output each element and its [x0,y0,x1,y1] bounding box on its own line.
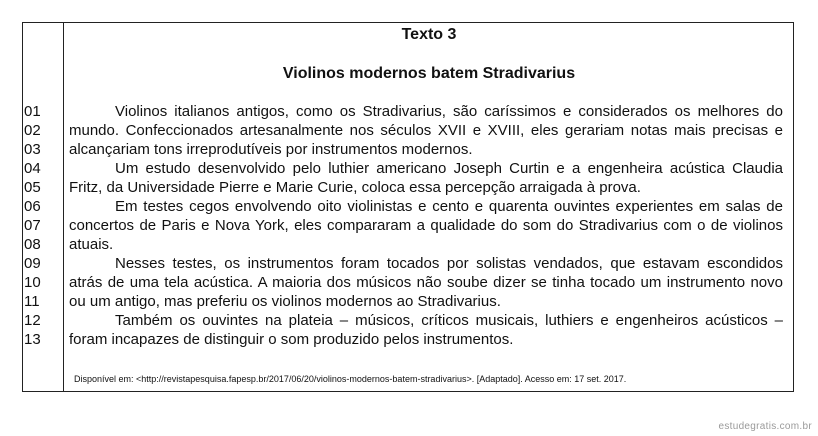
line-number: 02 [24,122,41,139]
line-number: 11 [24,293,40,310]
line-number: 08 [24,236,41,253]
paragraph: Nesses testes, os instrumentos foram tocados por solistas vendados, que estavam escondidos atrás de uma tela acústica. A maioria dos músicos não soube dizer se tinha tocado um instrumento novo ou um antigo, mas preferiu os violinos modernos ao Stradivarius. [69,255,783,310]
paragraph: Violinos italianos antigos, como os Stradivarius, são caríssimos e considerados os melhores do mundo. Confeccionados artesanalmente nos séculos XVII e XVIII, eles gerariam notas mais precisas e alcançariam tons irreprodutíveis por instrumentos modernos. [69,103,783,158]
source-citation: Disponível em: <http://revistapesquisa.fapesp.br/2017/06/20/violinos-modernos-batem-stradivarius>. [Adaptado]. Acesso em: 17 set. 2017. [74,374,627,384]
line-number: 01 [24,103,41,120]
line-number: 12 [24,312,41,329]
paragraph: Também os ouvintes na plateia – músicos, críticos musicais, luthiers e engenheiros acústicos – foram incapazes de distinguir o som produzido pelos instrumentos. [69,312,783,348]
line-number-column [24,102,62,349]
line-number: 07 [24,217,41,234]
paragraph: Um estudo desenvolvido pelo luthier americano Joseph Curtin e a engenheira acústica Claudia Fritz, da Universidade Pierre e Marie Curie, coloca essa percepção arraigada à prova. [69,160,783,196]
paragraph: Em testes cegos envolvendo oito violinistas e cento e quarenta ouvintes experientes em salas de concertos de Paris e Nova York, eles compararam a qualidade do som do Stradivarius com o de violinos atuais. [69,198,783,253]
line-number: 09 [24,255,41,272]
line-number: 05 [24,179,41,196]
line-number: 06 [24,198,41,215]
line-number: 03 [24,141,41,158]
text-label: Texto 3 [401,26,457,43]
article-headline: Violinos modernos batem Stradivarius [282,65,576,82]
line-number: 10 [24,274,41,291]
article-body [69,102,783,349]
line-number: 13 [24,331,41,348]
line-number: 04 [24,160,41,177]
site-watermark: estudegratis.com.br [718,421,812,432]
